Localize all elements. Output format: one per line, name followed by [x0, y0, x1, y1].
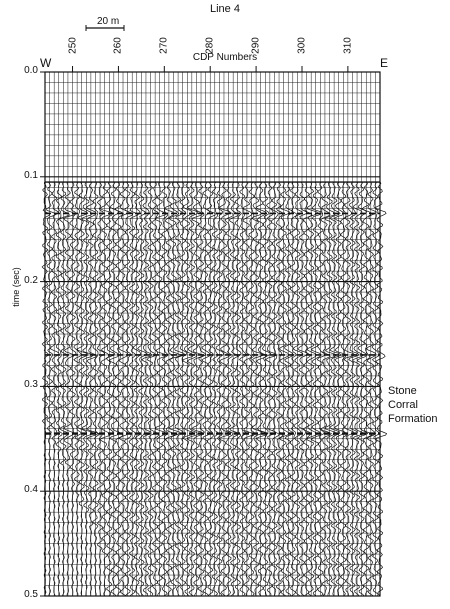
x-tick-label: 260 — [112, 37, 124, 54]
wiggle-trace — [262, 182, 270, 596]
y-axis-title: time (sec) — [11, 267, 21, 307]
x-tick-label: 310 — [342, 37, 354, 54]
wiggle-trace — [152, 182, 159, 596]
wiggle-trace — [362, 182, 372, 596]
x-axis-ticks — [73, 66, 348, 72]
wiggle-trace — [202, 182, 210, 596]
wiggle-trace — [42, 182, 50, 596]
x-axis-title: CDP Numbers — [192, 52, 258, 63]
wiggle-trace — [325, 182, 336, 596]
y-tick-label: 0.5 — [24, 589, 38, 600]
figure-title: Line 4 — [210, 3, 240, 15]
y-tick-label: 0.1 — [24, 169, 38, 181]
annotation-line-1: Stone — [388, 385, 417, 397]
wiggle-trace — [290, 182, 297, 596]
wiggle-trace — [207, 182, 215, 596]
y-tick-label: 0.3 — [24, 379, 38, 391]
wiggle-trace — [249, 182, 256, 596]
wiggle-trace — [340, 182, 347, 596]
y-tick-label: 0.0 — [24, 65, 38, 76]
x-tick-label: 290 — [250, 37, 262, 54]
wiggle-trace — [219, 182, 230, 596]
x-tick-label: 300 — [296, 37, 308, 54]
y-tick-label: 0.4 — [24, 484, 38, 496]
direction-east-label: E — [380, 56, 389, 70]
wiggle-trace — [216, 182, 224, 596]
y-tick-label: 0.2 — [24, 274, 38, 286]
wiggle-trace — [212, 182, 219, 596]
annotation-line-2: Corral — [388, 399, 418, 411]
wiggle-trace — [276, 182, 283, 596]
wiggle-trace — [64, 182, 75, 596]
x-tick-label: 270 — [158, 37, 170, 54]
seismic-traces — [42, 182, 387, 596]
direction-west-label: W — [40, 56, 52, 70]
wiggle-trace — [376, 182, 387, 596]
scale-bar-label: 20 m — [97, 16, 120, 27]
trace-grid — [45, 72, 380, 596]
wiggle-trace — [138, 182, 147, 596]
annotation-line-3: Formation — [388, 413, 438, 425]
x-tick-label: 250 — [67, 37, 79, 54]
stone-corral-formation-annotation — [388, 384, 448, 426]
x-tick-label: 280 — [204, 37, 216, 54]
wiggle-trace — [180, 182, 187, 596]
wiggle-trace — [106, 182, 114, 596]
wiggle-trace — [372, 182, 380, 596]
wiggle-trace — [70, 182, 76, 596]
wiggle-trace — [303, 182, 312, 596]
wiggle-trace — [56, 182, 62, 596]
wiggle-trace — [115, 182, 123, 596]
wiggle-trace — [74, 182, 82, 596]
